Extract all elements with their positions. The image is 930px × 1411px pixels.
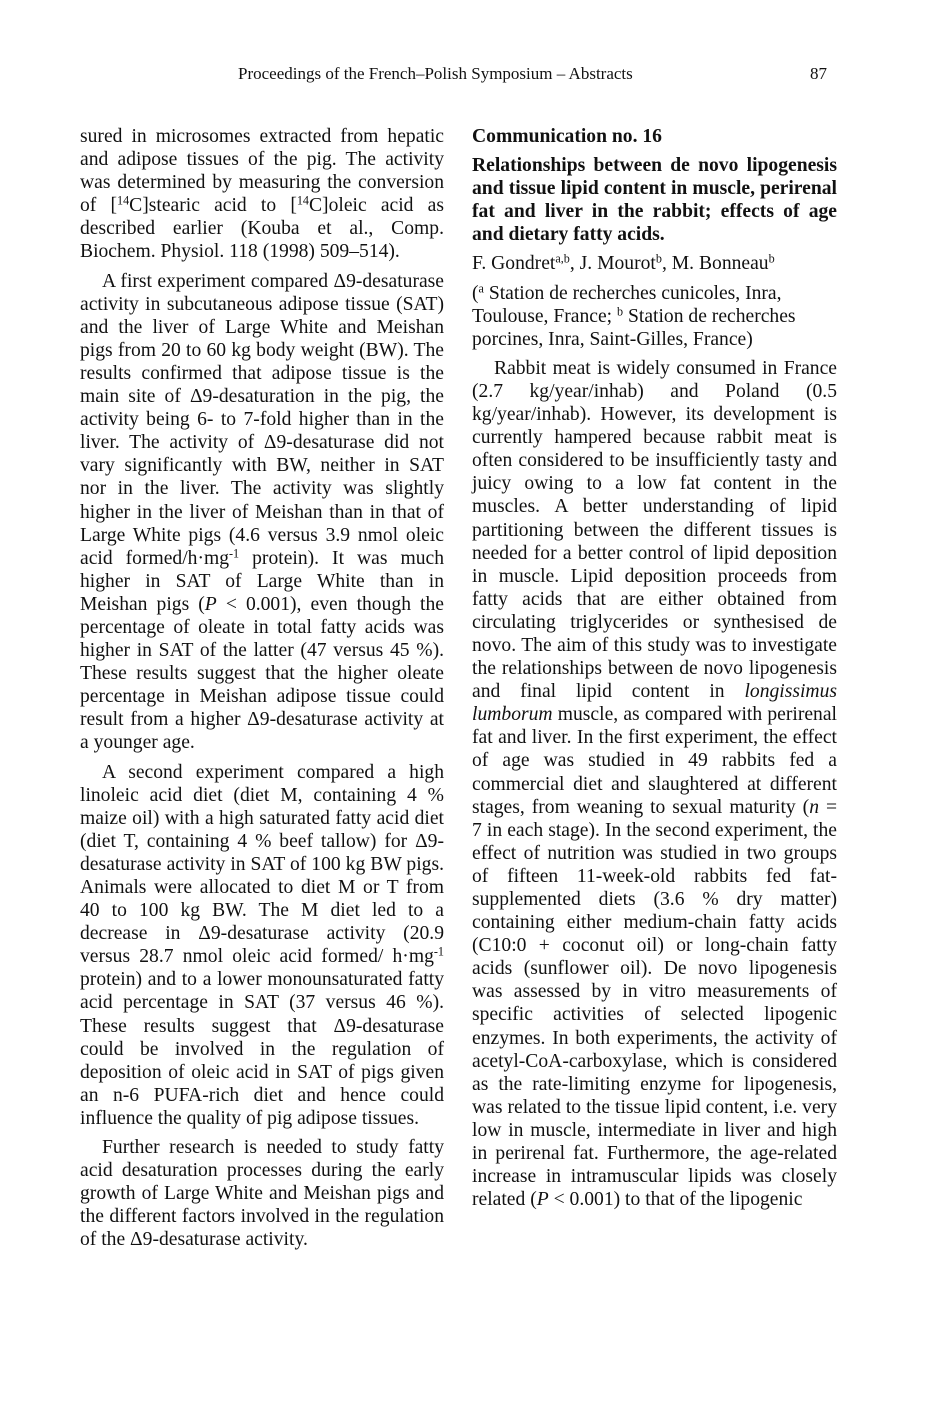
affiliation-marker: a,b — [555, 251, 570, 266]
text-run: C]stearic acid to [ — [129, 195, 297, 217]
italic-symbol: n — [809, 796, 819, 818]
running-title: Proceedings of the French–Polish Symposium – Abstracts — [238, 64, 633, 83]
superscript: -1 — [229, 546, 240, 561]
page-number: 87 — [810, 64, 827, 83]
left-column — [80, 125, 444, 1258]
text-run: Station de recherches cunicoles, Inra, Toulouse, France; — [472, 282, 782, 327]
italic-symbol: P — [204, 593, 217, 615]
author-name: , M. Bonneau — [661, 253, 769, 275]
authors-line — [472, 252, 837, 275]
abstract-body — [472, 357, 837, 1211]
text-run: < 0.001) to that of the lipogenic — [548, 1189, 803, 1211]
text-run: sured in microsomes extracted from hepatic and adipose tissues of the pig. The activity was determined by measuring the conversion of [ — [80, 126, 444, 217]
italic-term: longissimus lumborum — [472, 681, 837, 726]
italic-symbol: P — [536, 1189, 549, 1211]
text-run: Rabbit meat is widely consumed in France (2.7 kg/year/inhab) and Poland (0.5 kg/year/inhab). However, its development is currently hampered because rabbit meat is often considered to be insufficiently tasty and juicy owing to a low fat content in the muscles. A better understanding of lipid partitioning between the different tissues is needed for a better control of lipid deposition in muscle. Lipid deposition proceeds from fatty acids that are either obtained from circulating triglycerides or synthesised de novo. The aim of this study was to investigate the relationships between de novo lipogenesis and final lipid content in — [472, 357, 837, 703]
right-column — [472, 125, 837, 1217]
text-run: A second experiment compared a high linoleic acid diet (diet M, containing 4 % maize oil) with a high saturated fatty acid diet (diet T, containing 4 % beef tallow) for Δ9-desaturase activity in SAT of 100 kg BW pigs. Animals were allocated to diet M or T from 40 to 100 kg BW. The M diet led to a decrease in Δ9-desaturase activity (20.9 versus 28.7 nmol oleic acid formed/ h·mg — [80, 761, 444, 968]
paragraph-continuation — [80, 125, 444, 264]
communication-heading: Communication no. 16 — [472, 126, 662, 147]
affiliation-marker: a — [478, 280, 484, 295]
affiliation-marker: b — [768, 251, 775, 266]
text-run: muscle, as compared with perirenal fat and liver. In the first experiment, the effect of age was studied in 49 rabbits fed a commercial diet and slaughtered at different stages, from weaning to sexual maturity ( — [472, 704, 837, 818]
text-run: A first experiment compared Δ9-desaturase activity in subcutaneous adipose tissue (SAT) and the liver of Large White and Meishan pigs from 20 to 60 kg body weight (BW). The results confirmed that adipose tissue is the main site of Δ9-desaturation in the pig, the activity being 6- to 7-fold higher than in the liver. The activity of Δ9-desaturase did not vary significantly with BW, neither in SAT nor in the liver. The activity was slightly higher in the liver of Meishan than in that of Large White pigs (4.6 versus 3.9 nmol oleic acid formed/h·mg — [80, 270, 444, 569]
superscript: -1 — [433, 944, 444, 959]
paragraph-first-experiment — [80, 270, 444, 755]
superscript: 14 — [296, 193, 309, 208]
running-header — [0, 64, 930, 86]
text-run: ( — [472, 282, 479, 304]
author-name: , J. Mourot — [569, 253, 656, 275]
affiliation-marker: b — [617, 303, 624, 318]
text-run: C]oleic acid as described earlier (Kouba et al., Comp. Biochem. Physiol. 118 (1998) 509–514). — [80, 195, 444, 263]
affiliations — [472, 282, 837, 351]
paragraph-second-experiment — [80, 761, 444, 1131]
text-run: Station de recherches porcines, Inra, Saint-Gilles, France) — [472, 305, 796, 350]
text-run: protein) and to a lower monounsaturated fatty acid percentage in SAT (37 versus 46 %). These results suggest that Δ9-desaturase could be involved in the regulation of deposition of oleic acid in SAT of pigs given an n-6 PUFA-rich diet and hence could influence the quality of pig adipose tissues. — [80, 969, 444, 1129]
author-name: F. Gondret — [472, 253, 556, 275]
paragraph-further-research: Further research is needed to study fatty acid desaturation processes during the early growth of Large White and Meishan pigs and the different factors involved in the regulation of the Δ9-desaturase activity. — [80, 1137, 444, 1251]
superscript: 14 — [117, 193, 130, 208]
text-run: < 0.001), even though the percentage of oleate in total fatty acids was higher in SAT of the latter (47 versus 45 %). These results suggest that the higher oleate percentage in Meishan adipose tissue could result from a higher Δ9-desaturase activity at a younger age. — [80, 593, 444, 754]
article-title: Relationships between de novo lipogenesis and tissue lipid content in muscle, perirenal fat and liver in the rabbit; effects of age and dietary fatty acids. — [472, 155, 837, 246]
text-run: protein). It was much higher in SAT of Large White than in Meishan pigs ( — [80, 547, 444, 615]
text-run: = 7 in each stage). In the second experiment, the effect of nutrition was studied in two groups of fifteen 11-week-old rabbits fed fat-supplemented diets (3.6 % dry matter) containing either medium-chain fatty acids (C10:0 + coconut oil) or long-chain fatty acids (sunflower oil). De novo lipogenesis was assessed by in vitro measurements of specific activities of selected lipogenic enzymes. In both experiments, the activity of acetyl-CoA-carboxylase, which is considered as the rate-limiting enzyme for lipogenesis, was related to the tissue lipid content, i.e. very low in muscle, intermediate in liver and high in perirenal fat. Furthermore, the age-related increase in intramuscular lipids was closely related ( — [472, 796, 837, 1211]
affiliation-marker: b — [655, 251, 662, 266]
